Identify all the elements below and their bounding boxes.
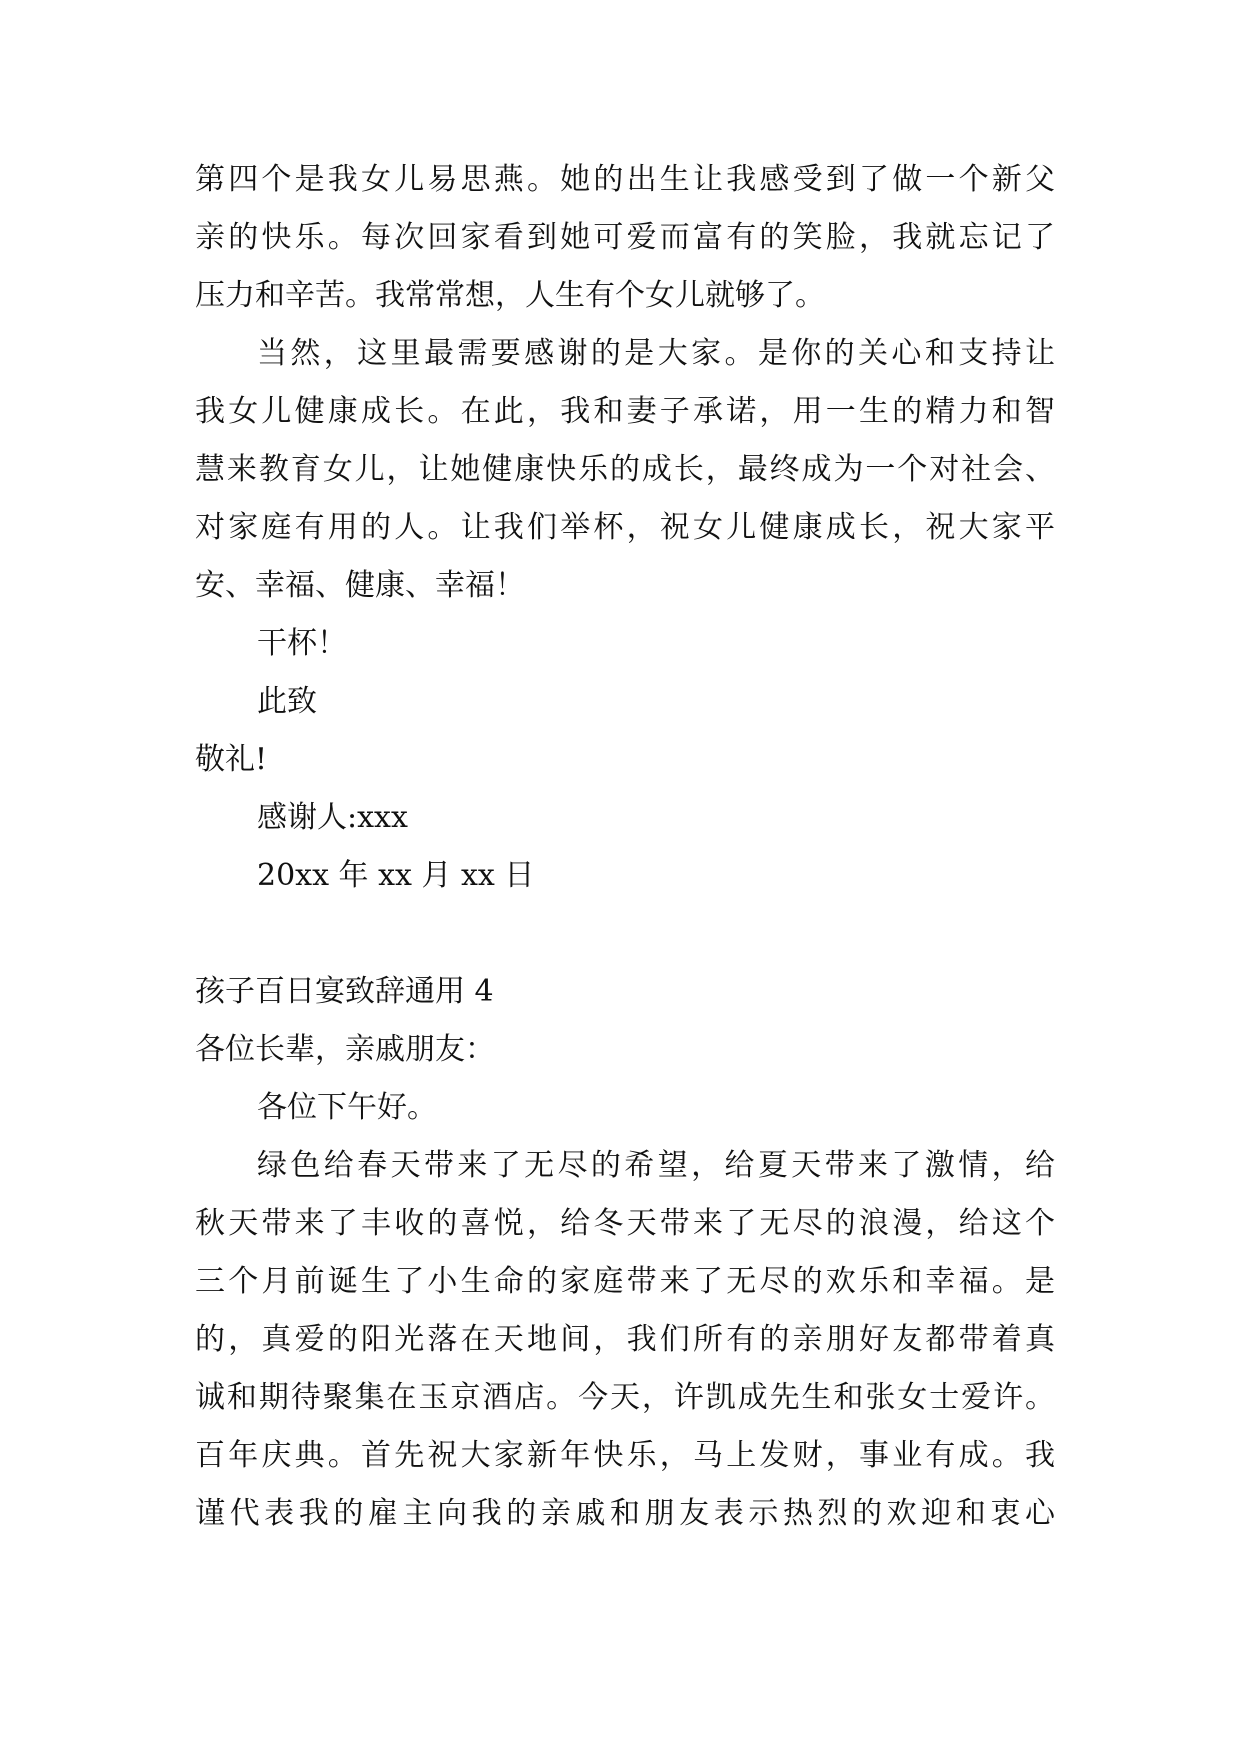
salutation-line: 各位长辈，亲戚朋友： [195, 1032, 495, 1067]
paragraph-line: 第四个是我女儿易思燕。她的出生让我感受到了做一个新父 [195, 162, 1055, 197]
paragraph-line: 慧来教育女儿，让她健康快乐的成长，最终成为一个对社会、 [195, 452, 1055, 487]
signature-line: 感谢人:xxx [257, 800, 408, 835]
paragraph-line: 当然，这里最需要感谢的是大家。是你的关心和支持让 [257, 336, 1055, 371]
paragraph-line: 谨代表我的雇主向我的亲戚和朋友表示热烈的欢迎和衷心 [195, 1496, 1055, 1531]
paragraph-line: 压力和辛苦。我常常想，人生有个女儿就够了。 [195, 278, 825, 313]
paragraph-line: 对家庭有用的人。让我们举杯，祝女儿健康成长，祝大家平 [195, 510, 1055, 545]
closing-line: 此致 [257, 684, 317, 719]
paragraph-line: 的，真爱的阳光落在天地间，我们所有的亲朋好友都带着真 [195, 1322, 1055, 1357]
paragraph-line: 诚和期待聚集在玉京酒店。今天，许凯成先生和张女士爱许。 [195, 1380, 1055, 1415]
paragraph-line: 绿色给春天带来了无尽的希望，给夏天带来了激情，给 [257, 1148, 1055, 1183]
greeting-line: 各位下午好。 [257, 1090, 437, 1125]
date-line: 20xx 年 xx 月 xx 日 [257, 858, 535, 893]
paragraph-line: 百年庆典。首先祝大家新年快乐，马上发财，事业有成。我 [195, 1438, 1055, 1473]
paragraph-line: 三个月前诞生了小生命的家庭带来了无尽的欢乐和幸福。是 [195, 1264, 1055, 1299]
paragraph-line: 亲的快乐。每次回家看到她可爱而富有的笑脸，我就忘记了 [195, 220, 1055, 255]
section-title: 孩子百日宴致辞通用 4 [195, 974, 494, 1009]
regards-line: 敬礼! [195, 742, 268, 777]
paragraph-line: 我女儿健康成长。在此，我和妻子承诺，用一生的精力和智 [195, 394, 1055, 429]
paragraph-line: 安、幸福、健康、幸福！ [195, 568, 525, 603]
paragraph-line: 秋天带来了丰收的喜悦，给冬天带来了无尽的浪漫，给这个 [195, 1206, 1055, 1241]
toast-line: 干杯！ [257, 626, 347, 661]
